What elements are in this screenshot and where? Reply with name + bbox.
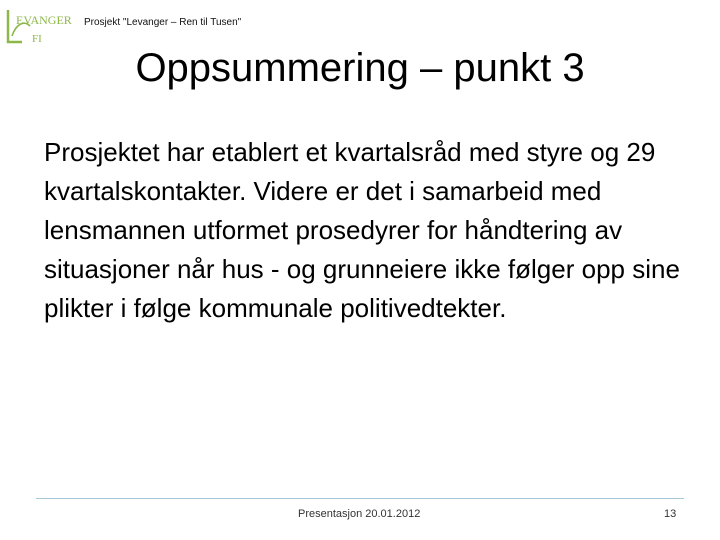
page-number: 13	[664, 508, 677, 520]
footer-divider	[36, 498, 684, 499]
slide-title: Oppsummering – punkt 3	[135, 46, 585, 90]
svg-text:EVANGER: EVANGER	[16, 13, 72, 27]
project-label: Prosjekt "Levanger – Ren til Tusen"	[84, 17, 242, 28]
svg-text:FI: FI	[32, 33, 42, 45]
slide-body-text: Prosjektet har etablert et kvartalsråd med styre og 29 kvartalskontakter. Videre er det i samarbeid med lensmannen utformet prosedyrer for håndtering av situasjoner når hus - og grunneiere ikke følger opp sine plikter i følge kommunale politivedtekter.	[44, 137, 680, 323]
levanger-logo	[2, 6, 78, 48]
footer-date: Presentasjon 20.01.2012	[298, 508, 421, 520]
